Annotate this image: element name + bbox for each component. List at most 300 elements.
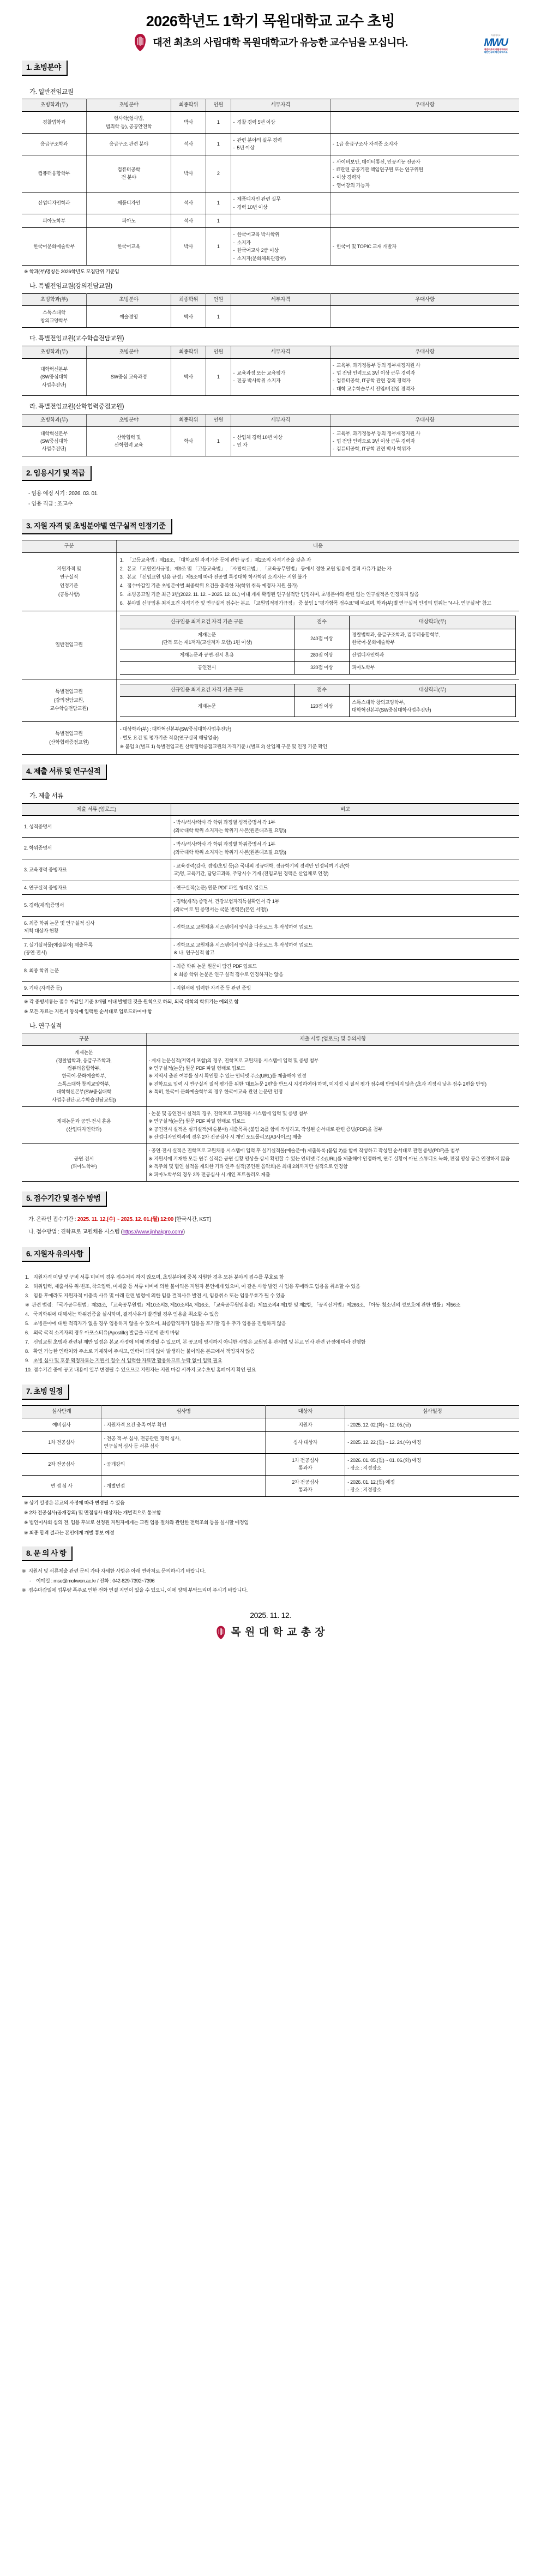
list-item: - 한국어 및 TOPIC 교재 개발자 [333, 243, 517, 250]
text-line: (산학협력중점교원) [49, 739, 89, 745]
col-targets: 대상학과(부) [350, 616, 516, 629]
table-row [22, 192, 519, 214]
col-category: 구분 [22, 540, 116, 553]
text-line: 사업추진단) [41, 446, 67, 452]
cell-stage: 면 접 심 사 [22, 1475, 101, 1497]
cell-criteria [120, 649, 294, 661]
text-line: 3. 교육경력 증빙자료 [24, 867, 67, 873]
list-item: - 한국어교사 2급 이상 [233, 246, 328, 254]
page-subtitle: 대전 최초의 사립대학 목원대학교가 유능한 교수님을 모십니다. [153, 37, 408, 49]
cell-dept [22, 133, 87, 155]
list-marker: ※ [22, 1587, 26, 1593]
section-6-heading: 6. 지원자 유의사항 [22, 1247, 90, 1262]
text-line: 지원자 [298, 1422, 312, 1428]
list-marker: 9. [25, 1358, 29, 1364]
general-score-cell [116, 611, 519, 679]
text-line: - 2025. 12. 22.(월) ~ 12. 24.(수) 예정 [347, 1440, 422, 1446]
text-line: 지원자격 및 [57, 565, 81, 571]
text-line: - 진학프로 교원채용 시스템에서 양식을 다운로드 후 작성하여 업로드 [173, 924, 313, 930]
col-field: 초빙분야 [87, 99, 171, 112]
recruitment-table-industry [22, 414, 519, 456]
cell-targets [350, 697, 516, 717]
list-item: ※ 독주회 및 협연 실적을 제외한 기타 연주 실적(공인된 음악회)은 최대 2회까지만 실적으로 인정함 [148, 1164, 348, 1170]
text-line: 대학혁신본부(SW중심대학사업추진단) [352, 707, 431, 713]
section-1d-subheading: 라. 특별전임교원(산학협력중점교원) [29, 404, 124, 411]
list-item: - 전공 박사학위 소지자 [233, 377, 328, 384]
cell-document-name [22, 881, 171, 894]
cell-document-note [171, 982, 519, 995]
list-item: - 컴퓨터공학, IT공학 관련 박사 학위자 [333, 445, 517, 453]
cell-field [87, 155, 171, 192]
note-line: ※ 2차 전공심사(공개강의) 및 면접심사 대상자는 개별적으로 통보함 [24, 1510, 161, 1516]
recruitment-table-general [22, 99, 519, 266]
text-line: - 박사/석사/학사 각 학위 과정별 학위증명서 각 1부 [173, 841, 275, 847]
special-label [22, 679, 116, 722]
text-line: 연구실적 [59, 574, 79, 580]
list-item: - 소지자(문화체육관광부) [233, 255, 328, 262]
cell-document-name [22, 982, 171, 995]
dash-list [333, 158, 517, 190]
cell-document-name [22, 816, 171, 838]
text-line: 경찰법학과 [43, 119, 66, 125]
list-item: - 교육부, 과기정통부 등의 정부재정지원 사 [333, 362, 517, 369]
logo-tagline-2: 대한민국의 혁신대학으로 [484, 50, 508, 53]
period-suffix: [한국시간, KST] [173, 1216, 211, 1223]
cell-criteria [120, 697, 294, 717]
general-score-body [120, 629, 516, 674]
mwu-logo [474, 33, 517, 55]
recruitment-table-teaching [22, 346, 519, 396]
text-line: - 2026. 01. 05.(월) ~ 01. 06.(화) 예정 [347, 1457, 422, 1463]
documents-notes [22, 998, 519, 1015]
cell-dept [22, 228, 87, 266]
signature-line [22, 1625, 519, 1640]
list-marker: 8. [25, 1349, 29, 1355]
text-line: (공통사항) [58, 591, 80, 597]
text-line: ※ 나. 연구실적 참고 [173, 950, 214, 956]
section-1-heading: 1. 초빙분야 [22, 61, 68, 76]
col-dept: 초빙학과(부) [22, 99, 87, 112]
table-row [22, 859, 519, 881]
cell-count: 1 [206, 358, 231, 396]
logo-mark-text: MWU [484, 37, 508, 49]
table-row [22, 1418, 519, 1431]
section-2-heading: 2. 임용시기 및 직급 [22, 466, 92, 482]
list-marker: 10. [25, 1367, 32, 1373]
text-line: - 지원서에 입력한 자격증 등 관련 증빙 [173, 985, 251, 991]
text-line: (산업디자인학과) [66, 1126, 101, 1132]
contact-item: ※ 지원서 및 서류제출 관련 문의 가타 자세한 사항은 아래 연락처로 문의하시기 바랍니다. [22, 1567, 519, 1576]
cell-schedule [345, 1453, 519, 1475]
list-item: ※ 특히, 한국어·문화예술학부의 경우 한국어교육 관련 논문만 인정 [148, 1089, 283, 1095]
cell-document-note [171, 881, 519, 894]
cell-count: 1 [206, 306, 231, 328]
cell-dept [22, 426, 87, 456]
table-row [22, 228, 519, 266]
text-line: (단독 또는 제1저자(교신저자 포함) 1편 이상) [161, 639, 252, 645]
cell-document-name [22, 916, 171, 938]
text-line: 산업디자인학과 [352, 652, 384, 658]
cell-dept [22, 306, 87, 328]
header-subtitle-row [22, 33, 519, 52]
dash-list [333, 140, 517, 148]
text-line: 형사학(형사법, [113, 116, 144, 122]
dash-list [233, 118, 328, 126]
text-line: - 2026. 01. 12.(월) 예정 [347, 1479, 395, 1485]
cell-target [266, 1432, 345, 1454]
col-pref: 우대사항 [330, 99, 519, 112]
list-item: ※ 저역서 출판 여부를 상시 확인할 수 있는 인터넷 주소(URL)를 제출해야 인정 [148, 1073, 306, 1079]
cell-degree: 박사 [171, 112, 206, 134]
table-header-row [22, 99, 519, 112]
table-row [22, 426, 519, 456]
cell-score: 320점 이상 [294, 661, 350, 674]
table-header-row [120, 684, 516, 697]
table-row [22, 1046, 519, 1107]
cell-detail [231, 426, 330, 456]
cell-targets [350, 661, 516, 674]
text-line: 게재논문 [74, 1050, 93, 1056]
list-marker: 4. [25, 1311, 29, 1317]
cell-target [266, 1453, 345, 1475]
section-1-note: ※ 학과(부)명칭은 2026학년도 모집단위 기준임 [24, 269, 119, 274]
cell-count: 1 [206, 192, 231, 214]
table-header-row [22, 540, 519, 553]
col-targets: 대상학과(부) [350, 684, 516, 697]
cell-detail [231, 228, 330, 266]
cell-target [266, 1475, 345, 1497]
col-target: 대상자 [266, 1405, 345, 1418]
dash-list [333, 362, 517, 393]
list-item: - 제품디자인 관련 실무 [233, 195, 328, 203]
cell-pref [330, 133, 519, 155]
qualification-general-row [22, 611, 519, 679]
special-score-body [120, 697, 516, 717]
cell-count: 1 [206, 214, 231, 228]
text-line: 스톡스대학 창의교양학부, [352, 700, 405, 706]
text-line: 한국어·문화예술학부, [62, 1073, 106, 1079]
text-line: - 개별면접 [104, 1483, 125, 1489]
cell-exam-name [101, 1432, 266, 1454]
list-item: - 게재 논문실적(저역서 포함)의 경우, 진학프로 교원채용 시스템에 입력 및 증빙 첨부 [148, 1057, 319, 1063]
list-item: ※ 연구실적(논문) 원문 PDF 파일 형태로 업로드 [148, 1118, 245, 1124]
university-crest-icon-small [215, 1626, 226, 1640]
text-line: (외국대학 학위 소지자는 학위기 사본(원본대조필 요망)) [173, 849, 286, 855]
text-line: 심사 대상자 [293, 1440, 317, 1446]
col-name: 심사명 [101, 1405, 266, 1418]
cell-field [87, 192, 171, 214]
notice-item: 6. 외국 국적 소지자의 경우 아포스티유(Apostille) 발급을 사전에 준비 바람 [25, 1328, 519, 1338]
cell-degree: 석사 [171, 214, 206, 228]
cell-schedule [345, 1418, 519, 1431]
text-line: 통과자 [298, 1487, 312, 1492]
cell-field [87, 306, 171, 328]
table-row [22, 155, 519, 192]
cell-exam-name [101, 1475, 266, 1497]
text-line: - 공개강의 [104, 1461, 125, 1467]
cell-exam-name [101, 1453, 266, 1475]
table-row [22, 816, 519, 838]
text-line: 교수학습전담교원) [50, 706, 88, 712]
list-item: - 교육부, 과기정통부 등의 정부재정지원 사 [333, 430, 517, 437]
text-line: 사업추진단) [41, 382, 67, 388]
cell-document-note [171, 816, 519, 838]
cell-targets [350, 649, 516, 661]
cell-detail [231, 358, 330, 396]
general-score-table [120, 616, 516, 674]
applicant-notices [25, 1273, 519, 1375]
cell-degree: 학사 [171, 426, 206, 456]
text-line: (강의전담교원, [53, 697, 85, 703]
application-period-line [28, 1214, 519, 1225]
cell-degree: 박사 [171, 228, 206, 266]
contact-item: ※ 접수마감일에 업무량 폭주로 인한 전화 연결 지연이 있을 수 있으니, 이에 양해 부탁드리며 주시기 바랍니다. [22, 1586, 519, 1595]
period-value: 2025. 11. 12.(수) ~ 2025. 12. 01.(월) 12:00 [77, 1216, 174, 1223]
list-marker: - [29, 1578, 31, 1584]
cell-pref [330, 112, 519, 134]
list-marker: 2. [25, 1284, 29, 1290]
col-dept: 초빙학과(부) [22, 346, 87, 358]
note-line: ※ 상기 일정은 본교의 사정에 따라 변경될 수 있음 [24, 1500, 125, 1506]
list-marker: ※ [25, 1302, 29, 1308]
cell-document-note [171, 916, 519, 938]
appointment-items [28, 489, 519, 509]
list-marker: 2. [119, 565, 124, 571]
cell-exam-name [101, 1418, 266, 1431]
col-score: 점수 [294, 616, 350, 629]
cell-pref [330, 214, 519, 228]
cell-stage: 1차 전공심사 [22, 1432, 101, 1454]
table-row [22, 838, 519, 859]
col-dept: 초빙학과(부) [22, 414, 87, 426]
table-row [120, 697, 516, 717]
cell-document-name [22, 859, 171, 881]
list-marker: 6. [25, 1330, 29, 1336]
list-item: - 교육과정 또는 교육평가 [233, 369, 328, 377]
text-line: 통과자 [298, 1465, 312, 1471]
cell-document-note [171, 938, 519, 960]
table-row [120, 629, 516, 649]
text-line: - 박사/석사/학사 각 학위 과정별 성적증명서 각 1부 [173, 820, 275, 826]
cell-count: 1 [206, 228, 231, 266]
jinhakpro-link[interactable]: https://www.jinhakpro.com/ [122, 1229, 183, 1235]
list-item: - 사이버보안, 데이터통신, 인공지능 전공자 [333, 158, 517, 166]
table-row [22, 895, 519, 917]
text-line: 대학혁신본부(SW중심대학 [56, 1089, 112, 1095]
cell-pref [330, 155, 519, 192]
qualification-industry-row [22, 722, 519, 755]
text-line: 응급구조 관련 분야 [109, 141, 148, 147]
col-pref: 우대사항 [330, 414, 519, 426]
cell-document-note [171, 859, 519, 881]
col-dept: 초빙학과(부) [22, 293, 87, 306]
col-detail: 세부자격 [231, 99, 330, 112]
text-line: - 최종 학위 논문 원문이 담긴 PDF 업로드 [173, 964, 257, 970]
list-item: 2. 본교 「교원인사규정」제9조 및 「고등교육법」, 「사립학교법」, 「교육공무원법」 등에서 정한 교원 임용에 결격 사유가 없는 자 [120, 565, 516, 574]
section-3-heading: 3. 지원 자격 및 초빙분야별 연구실적 인정기준 [22, 519, 172, 534]
table-row [22, 1475, 519, 1497]
cell-field [87, 426, 171, 456]
cell-count: 1 [206, 112, 231, 134]
text-line: (경찰법학과, 응급구조학과, [56, 1057, 112, 1063]
cell-research-notes [146, 1046, 519, 1107]
cell-dept [22, 192, 87, 214]
cell-count: 1 [206, 426, 231, 456]
list-item: ※ 진학프로 입력 시 연구실적 질적 평가를 위한 '대표논문 2편'을 반드시 지정하여야 하며, 미지정 시 질적 평가 점수에 반영되지 않음 (초과 지정시 낮은 점수 2편을 반영) [148, 1081, 486, 1087]
table-header-row [22, 1033, 519, 1046]
list-item: - 대학 교수학습부서 전임/비전임 경력자 [333, 385, 517, 393]
list-item: - 1급 응급구조사 자격증 소지자 [333, 140, 517, 148]
notice-item: 3. 임용 후에라도 지원자격 미충족 사유 및 아래 관련 법령에 의한 임용 결격사유 발견 시, 임용취소 또는 임용무효가 될 수 있음 [25, 1291, 519, 1301]
qualification-common-row [22, 552, 519, 611]
notice-item: 9. 초빙 심사 및 호봉 획정자료는 지원서 접수 시 입력한 자료만 활용하므로 누락 없이 입력 필요 [25, 1356, 519, 1365]
industry-label [22, 722, 116, 755]
col-schedule: 심사일정 [345, 1405, 519, 1418]
table-body-industry [22, 426, 519, 456]
col-degree: 최종학위 [171, 346, 206, 358]
dash-list [233, 195, 328, 211]
table-header-row [120, 616, 516, 629]
text-line: 1. 성적증명서 [24, 823, 52, 829]
dash-list [233, 136, 328, 152]
text-line: 산학협력 및 [116, 434, 141, 440]
cell-score: 240점 이상 [294, 629, 350, 649]
list-marker: 1. [25, 1274, 29, 1280]
notice-item: 10. 접수기간 중에 공고 내용이 일부 변경될 수 있으므로 지원자는 지원 마감 시까지 교수초빙 홈페이지 확인 필요 [25, 1365, 519, 1375]
list-item: - 논문 및 공연전시 실적의 경우, 진학프로 교원채용 시스템에 입력 및 증빙 첨부 [148, 1110, 308, 1116]
col-field: 초빙분야 [87, 346, 171, 358]
text-line: 1차 전공심사 [292, 1457, 319, 1463]
cell-field [87, 228, 171, 266]
dash-list [333, 243, 517, 250]
dash-list [333, 430, 517, 453]
text-line: 5. 경력(재직)증명서 [24, 902, 64, 908]
list-item: 1. 「고등교육법」제16조, 「대학교원 자격기준 등에 관한 규정」제2조의 자격기준을 갖춘 자 [120, 556, 516, 565]
text-line: (SW중심대학 [40, 374, 68, 380]
cell-detail [231, 133, 330, 155]
table-header-row [22, 414, 519, 426]
table-row [22, 1144, 519, 1182]
col-detail: 세부자격 [231, 414, 330, 426]
list-item: ※ 지원서에 기재한 모든 연주 실적은 공연 실황 영상을 상시 확인할 수 있는 인터넷 주소(URL)를 제출해야 인정하며, 연주 실황이 아닌 스튜디오 녹화, 편집 영상 등은 인정하지 않음 [148, 1155, 510, 1161]
cell-pref [330, 192, 519, 214]
table-row [22, 1453, 519, 1475]
text-line: 전 분야 [121, 174, 136, 180]
cell-degree: 석사 [171, 192, 206, 214]
special-score-cell [116, 679, 519, 722]
text-line: 게재논문과 공연·전시 혼용 [179, 652, 234, 658]
cell-degree: 박사 [171, 155, 206, 192]
list-item: - 관련 분야의 실무 경력 [233, 136, 328, 144]
cell-document-note [171, 960, 519, 982]
text-line: 창의교양학부 [40, 317, 68, 323]
col-category: 구분 [22, 1033, 146, 1046]
table-header-row [22, 803, 519, 816]
list-item: 4. 접수마감일 기준 초빙분야별 최종학위 요건을 충족한 자(학위 취득 예정자 지원 불가) [120, 582, 516, 591]
cell-schedule [345, 1475, 519, 1497]
cell-targets [350, 629, 516, 649]
table-row [22, 1106, 519, 1144]
cell-criteria [120, 629, 294, 649]
list-item: ※ 산업디자인학과의 경우 2차 전공심사 시 개인 포트폴리오(A3사이즈) 제출 [148, 1134, 302, 1140]
common-label [22, 552, 116, 611]
text-line: ※ 최종 학위 논문은 연구 실적 점수로 인정하지는 않음 [173, 971, 284, 977]
text-line: - 장소 : 지정장소 [347, 1465, 382, 1471]
text-line: 제척 대상자 현황 [24, 928, 59, 934]
text-line: (SW중심대학 [40, 438, 68, 444]
col-content: 내용 [116, 540, 519, 553]
table-header-row [22, 1405, 519, 1418]
notice-item: 2. 허위입력, 제출서류 위·변조, 착오입력, 미제출 등 서류 미비에 의한 불이익은 지원자 본인에게 있으며, 이 같은 사항 발견 시 임용 후에라도 임용을 취소할 수 있음 [25, 1282, 519, 1291]
recruitment-table-lecture [22, 293, 519, 328]
cell-research-label [22, 1046, 146, 1107]
list-item: - IT관련 공공기관 책임연구원 또는 연구위원 [333, 166, 517, 173]
research-table [22, 1033, 519, 1182]
col-count: 인원 [206, 293, 231, 306]
col-document: 제출 서류 (업로드) [22, 803, 171, 816]
col-remark: 비고 [171, 803, 519, 816]
text-line: 대학혁신본부 [40, 430, 68, 436]
text-line: 인정기준 [59, 583, 79, 589]
cell-document-name [22, 960, 171, 982]
cell-detail [231, 214, 330, 228]
list-item: - 인 자 [233, 441, 328, 449]
text-line: 공연·전시 [74, 1155, 94, 1161]
list-item: 3. 본교 「신임교원 임용 규정」제5조에 따라 전공별 특정대학 학사학위 소지자는 지원 불가 [120, 573, 516, 582]
text-line: (공연·전시) [24, 950, 47, 956]
list-item: - 산업체 경력 10년 이상 [233, 434, 328, 441]
application-method-line [28, 1227, 519, 1237]
text-line: 산업디자인학과 [38, 200, 70, 206]
section-8-heading: 8. 문 의 사 항 [22, 1546, 73, 1562]
text-line: 스톡스대학 [43, 310, 66, 316]
cell-detail [231, 155, 330, 192]
list-marker: 5. [25, 1321, 29, 1327]
list-marker: ※ [22, 1568, 26, 1574]
text-line: 스톡스대학 창의교양학부, [57, 1081, 111, 1087]
cell-research-label [22, 1144, 146, 1182]
text-line: 피아노 [122, 218, 136, 224]
list-item: - 업 전담 인력으로 3년 이상 근무 경력자 [333, 437, 517, 445]
list-marker: 6. [119, 600, 124, 606]
cell-research-label [22, 1106, 146, 1144]
text-line: 공연전시 [197, 664, 216, 670]
text-line: 피아노학부 [43, 218, 66, 224]
table-row [120, 649, 516, 661]
common-items [116, 552, 519, 611]
list-item: - 5년 이상 [233, 144, 328, 152]
col-field: 초빙분야 [87, 293, 171, 306]
list-item: - 업 전담 인력으로 3년 이상 근무 경력자 [333, 369, 517, 377]
cell-pref [330, 228, 519, 266]
contact-item: - 이메일 : mse@mokwon.ac.kr / 전화 : 042-829-7392~7396 [29, 1576, 519, 1586]
table-row [22, 112, 519, 134]
text-line: - 장소 : 지정장소 [347, 1487, 382, 1492]
cell-document-note [171, 895, 519, 917]
col-pref: 우대사항 [330, 293, 519, 306]
signer-name: 목 원 대 학 교 총 장 [231, 1626, 326, 1638]
text-line: ※ 붙임 3 (별표 1) 특별전임교원 산학협력중점교원의 자격기준 / (별표 2) 산업체 구분 및 인정 기준 확인 [119, 743, 327, 749]
col-degree: 최종학위 [171, 99, 206, 112]
note-line: ※ 모든 자료는 지원서 양식에 입력한 순서대로 업로드하여야 함 [24, 1008, 152, 1014]
text-line: 예술경영 [119, 314, 138, 320]
cell-detail [231, 192, 330, 214]
cell-dept [22, 155, 87, 192]
schedule-table [22, 1405, 519, 1497]
text-line: 7. 실기실적물(예술분야) 제출목록 [24, 942, 93, 948]
list-item: ※ 피아노학부의 경우 2차 전공심사 시 개인 포트폴리오 제출 [148, 1171, 270, 1177]
cell-detail [231, 112, 330, 134]
